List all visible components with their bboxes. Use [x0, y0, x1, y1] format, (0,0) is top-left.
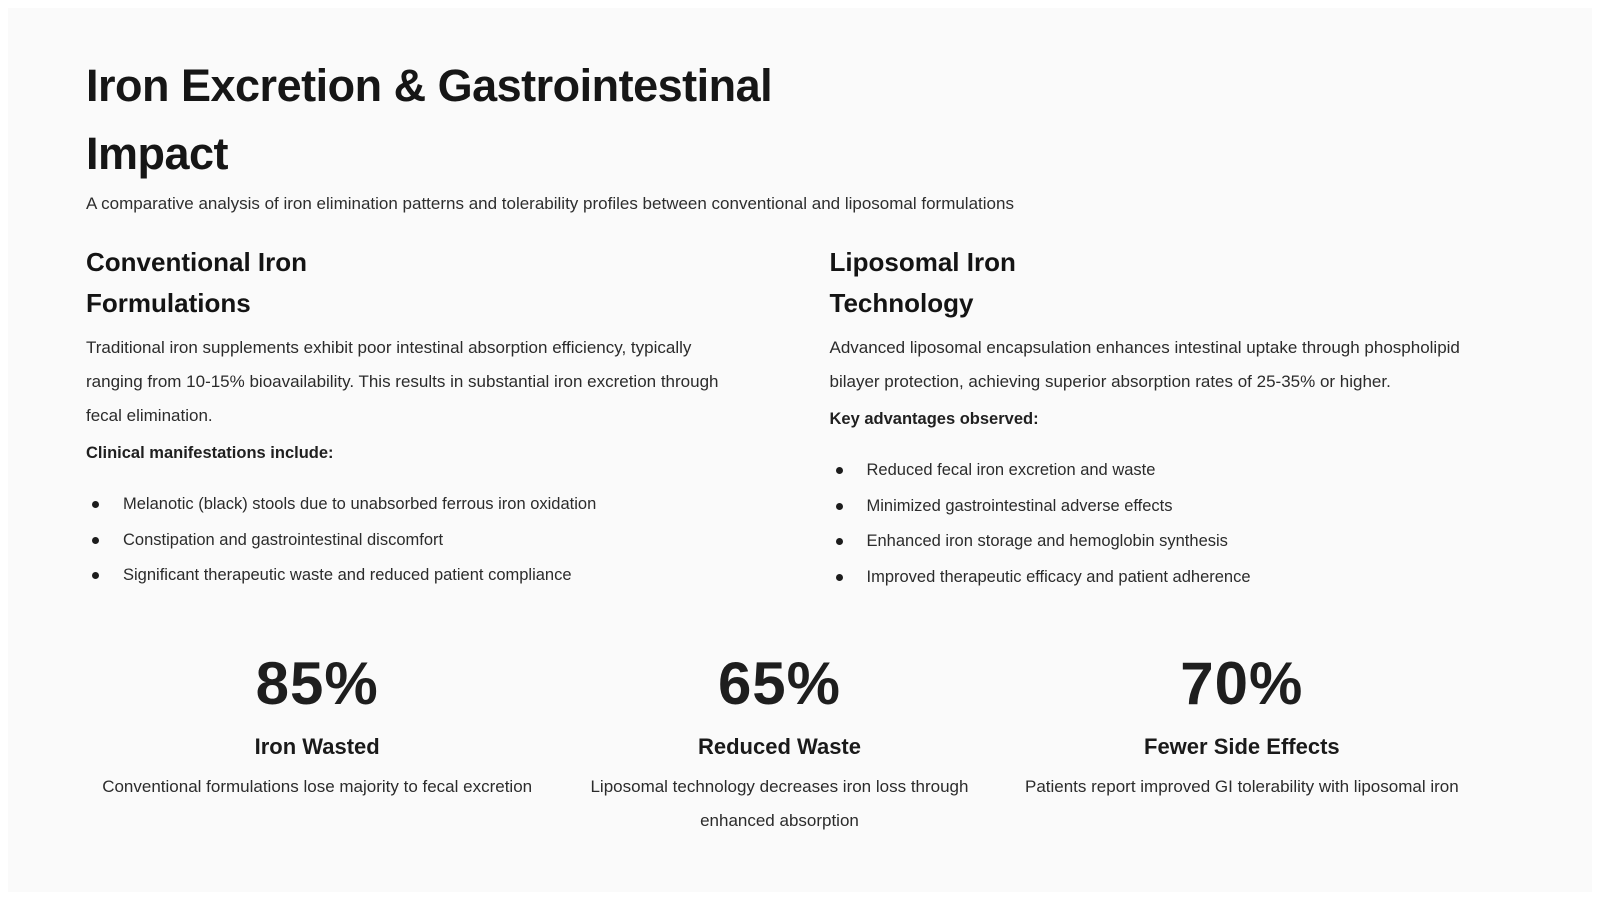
stat-description: Conventional formulations lose majority to fecal excretion: [102, 777, 533, 796]
column-heading: Liposomal Iron Technology: [829, 247, 1016, 318]
stat-value: 85%: [255, 650, 379, 717]
stat-fewer-side-effects: [1011, 649, 1473, 838]
stat-label: Iron Wasted: [254, 734, 380, 759]
column-paragraph: Traditional iron supplements exhibit poor intestinal absorption efficiency, typically ranging from 10-15% bioavailability. This results in substantial iron excretion through fecal elimination.: [86, 338, 719, 425]
column-liposomal-iron: [830, 242, 1474, 595]
stat-iron-wasted: [86, 649, 548, 838]
list-item: Improved therapeutic efficacy and patient adherence: [830, 560, 1474, 596]
stat-label: Reduced Waste: [697, 734, 861, 759]
list-item: Melanotic (black) stools due to unabsorbed ferrous iron oxidation: [86, 487, 730, 523]
comparison-columns: [86, 242, 1473, 595]
stat-description: Liposomal technology decreases iron loss through enhanced absorption: [590, 777, 969, 830]
page-title: Iron Excretion & Gastrointestinal Impact: [86, 60, 773, 179]
stats-row: [86, 649, 1473, 838]
list-item: Enhanced iron storage and hemoglobin synthesis: [830, 524, 1474, 560]
stat-reduced-waste: [548, 649, 1010, 838]
stat-value: 65%: [717, 650, 842, 717]
list-item: Constipation and gastrointestinal discomfort: [86, 523, 730, 559]
stat-description: Patients report improved GI tolerability with liposomal iron: [1024, 777, 1459, 796]
bullet-list: [830, 453, 1474, 595]
bullet-list: [86, 487, 730, 594]
column-paragraph: Advanced liposomal encapsulation enhances intestinal uptake through phospholipid bilayer protection, achieving superior absorption rates of 25-35% or higher.: [829, 338, 1460, 391]
document-page: [8, 8, 1592, 838]
list-item: Reduced fecal iron excretion and waste: [830, 453, 1474, 489]
column-conventional-iron: [86, 242, 730, 595]
stat-label: Fewer Side Effects: [1144, 734, 1340, 759]
stat-value: 70%: [1180, 650, 1304, 717]
list-heading: Clinical manifestations include:: [86, 444, 334, 462]
list-heading: Key advantages observed:: [829, 410, 1039, 428]
list-item: Minimized gastrointestinal adverse effects: [830, 489, 1474, 525]
page-subtitle: A comparative analysis of iron elimination patterns and tolerability profiles between conventional and liposomal formulations: [86, 194, 1014, 213]
list-item: Significant therapeutic waste and reduced patient compliance: [86, 558, 730, 594]
column-heading: Conventional Iron Formulations: [86, 247, 307, 318]
